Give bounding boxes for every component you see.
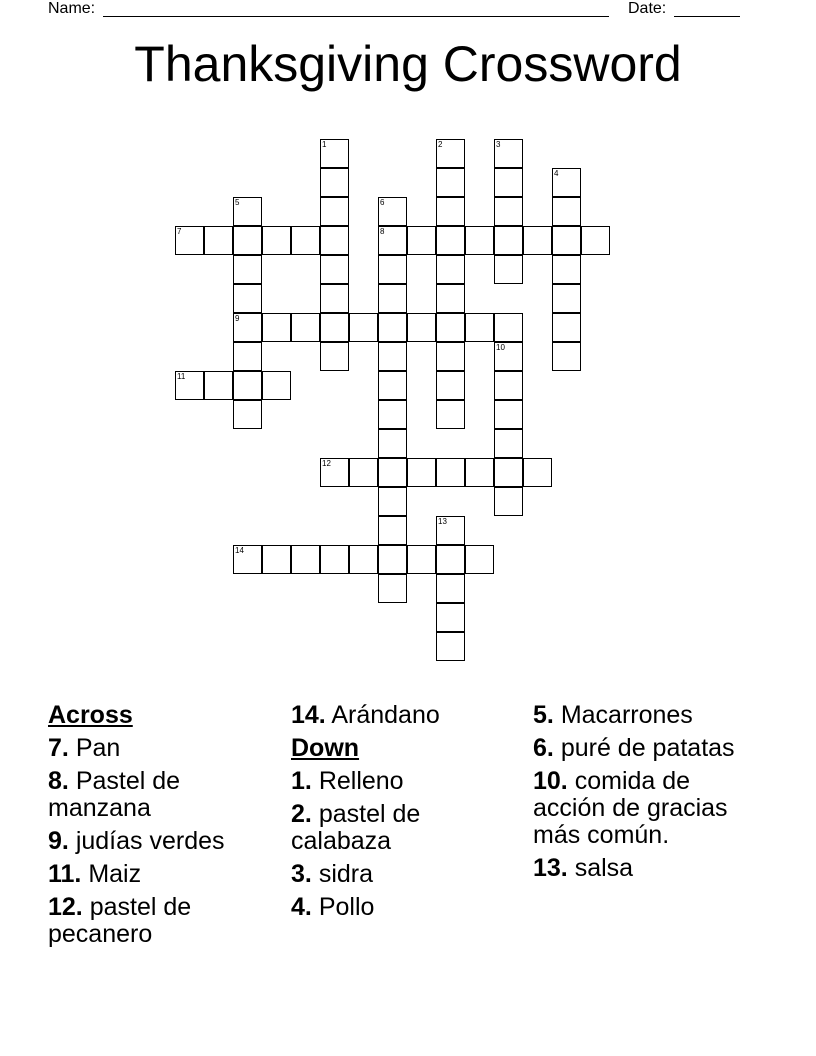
grid-cell[interactable] — [291, 313, 320, 342]
grid-cell[interactable] — [552, 226, 581, 255]
grid-cell[interactable] — [436, 168, 465, 197]
grid-cell[interactable] — [465, 545, 494, 574]
grid-cell[interactable] — [233, 545, 262, 574]
grid-cell[interactable] — [494, 255, 523, 284]
grid-cell[interactable] — [494, 371, 523, 400]
grid-cell[interactable] — [378, 226, 407, 255]
grid-cell[interactable] — [233, 197, 262, 226]
clue-number: 2. — [291, 800, 312, 828]
cell-number: 8 — [380, 227, 385, 236]
clue-across-7 — [48, 735, 280, 762]
grid-cell[interactable] — [523, 458, 552, 487]
grid-cell[interactable] — [233, 226, 262, 255]
grid-cell[interactable] — [436, 342, 465, 371]
grid-cell[interactable] — [436, 603, 465, 632]
clue-number: 1. — [291, 767, 312, 795]
grid-cell[interactable] — [552, 342, 581, 371]
grid-cell[interactable] — [233, 371, 262, 400]
clue-text: Macarrones — [560, 701, 693, 729]
grid-cell[interactable] — [204, 226, 233, 255]
clue-text: salsa — [574, 854, 634, 882]
clue-across-9 — [48, 828, 280, 855]
grid-cell[interactable] — [436, 516, 465, 545]
clues-column-1 — [48, 702, 280, 954]
grid-cell[interactable] — [378, 342, 407, 371]
clue-number: 4. — [291, 893, 312, 921]
clue-number: 8. — [48, 767, 69, 795]
grid-cell[interactable] — [494, 139, 523, 168]
grid-cell[interactable] — [436, 371, 465, 400]
clue-text: pastel de pecanero — [48, 893, 192, 948]
grid-cell[interactable] — [378, 255, 407, 284]
clue-number: 6. — [533, 734, 554, 762]
grid-cell[interactable] — [378, 313, 407, 342]
clue-across-11 — [48, 861, 280, 888]
cell-number: 6 — [380, 198, 385, 207]
grid-cell[interactable] — [436, 284, 465, 313]
clue-down-13 — [533, 855, 765, 882]
grid-cell[interactable] — [378, 400, 407, 429]
clue-down-4 — [291, 894, 523, 921]
grid-cell[interactable] — [291, 226, 320, 255]
clue-number: 3. — [291, 860, 312, 888]
grid-cell[interactable] — [436, 313, 465, 342]
grid-cell[interactable] — [407, 545, 436, 574]
grid-cell[interactable] — [320, 545, 349, 574]
grid-cell[interactable] — [262, 371, 291, 400]
clue-number: 13. — [533, 854, 568, 882]
grid-cell[interactable] — [262, 313, 291, 342]
cell-number: 10 — [496, 343, 505, 352]
cell-number: 12 — [322, 459, 331, 468]
clue-down-5 — [533, 702, 765, 729]
grid-cell[interactable] — [233, 342, 262, 371]
clue-text: judías verdes — [75, 827, 225, 855]
grid-cell[interactable] — [349, 313, 378, 342]
grid-cell[interactable] — [320, 197, 349, 226]
clue-across-14 — [291, 702, 523, 729]
grid-cell[interactable] — [262, 226, 291, 255]
grid-cell[interactable] — [378, 458, 407, 487]
clue-number: 12. — [48, 893, 83, 921]
grid-cell[interactable] — [320, 139, 349, 168]
grid-cell[interactable] — [175, 371, 204, 400]
grid-cell[interactable] — [320, 342, 349, 371]
clues-column-3 — [533, 702, 765, 888]
cell-number: 1 — [322, 140, 327, 149]
clue-down-10 — [533, 768, 765, 849]
grid-cell[interactable] — [436, 458, 465, 487]
clue-text: Relleno — [318, 767, 404, 795]
cell-number: 14 — [235, 546, 244, 555]
grid-cell[interactable] — [407, 226, 436, 255]
grid-cell[interactable] — [552, 284, 581, 313]
cell-number: 11 — [177, 372, 186, 381]
clue-text: sidra — [318, 860, 373, 888]
clue-text: Pollo — [318, 893, 375, 921]
grid-cell[interactable] — [523, 226, 552, 255]
grid-cell[interactable] — [436, 139, 465, 168]
clue-number: 10. — [533, 767, 568, 795]
cell-number: 9 — [235, 314, 240, 323]
grid-cell[interactable] — [320, 313, 349, 342]
grid-cell[interactable] — [552, 197, 581, 226]
clue-across-12 — [48, 894, 280, 948]
clue-text: Pastel de manzana — [48, 767, 181, 822]
grid-cell[interactable] — [262, 545, 291, 574]
clue-number: 14. — [291, 701, 326, 729]
clue-text: pastel de calabaza — [291, 800, 421, 855]
grid-cell[interactable] — [407, 458, 436, 487]
cell-number: 7 — [177, 227, 182, 236]
grid-cell[interactable] — [494, 226, 523, 255]
clue-text: Arándano — [331, 701, 440, 729]
grid-cell[interactable] — [378, 429, 407, 458]
grid-cell[interactable] — [175, 226, 204, 255]
grid-cell[interactable] — [494, 197, 523, 226]
clue-across-8 — [48, 768, 280, 822]
grid-cell[interactable] — [378, 197, 407, 226]
grid-cell[interactable] — [378, 516, 407, 545]
grid-cell[interactable] — [436, 226, 465, 255]
grid-cell[interactable] — [552, 313, 581, 342]
cell-number: 4 — [554, 169, 559, 178]
grid-cell[interactable] — [494, 342, 523, 371]
grid-cell[interactable] — [494, 168, 523, 197]
grid-cell[interactable] — [465, 226, 494, 255]
grid-cell[interactable] — [204, 371, 233, 400]
grid-cell[interactable] — [552, 168, 581, 197]
grid-cell[interactable] — [320, 284, 349, 313]
page-title: Thanksgiving Crossword — [134, 36, 682, 92]
grid-cell[interactable] — [320, 226, 349, 255]
clue-number: 9. — [48, 827, 69, 855]
grid-cell[interactable] — [581, 226, 610, 255]
clues-column-2 — [291, 702, 523, 927]
grid-cell[interactable] — [494, 487, 523, 516]
grid-cell[interactable] — [436, 400, 465, 429]
clue-down-6 — [533, 735, 765, 762]
clue-number: 11. — [48, 860, 82, 888]
grid-cell[interactable] — [436, 574, 465, 603]
grid-cell[interactable] — [407, 313, 436, 342]
grid-cell[interactable] — [465, 458, 494, 487]
grid-cell[interactable] — [378, 487, 407, 516]
grid-cell[interactable] — [494, 400, 523, 429]
clue-number: 5. — [533, 701, 554, 729]
cell-number: 2 — [438, 140, 443, 149]
date-label: Date: — [628, 0, 667, 17]
name-label: Name: — [48, 0, 96, 17]
grid-cell[interactable] — [436, 632, 465, 661]
grid-cell[interactable] — [494, 458, 523, 487]
grid-cell[interactable] — [233, 284, 262, 313]
grid-cell[interactable] — [320, 458, 349, 487]
grid-cell[interactable] — [378, 284, 407, 313]
across-heading: Across — [48, 701, 133, 729]
clue-down-2 — [291, 801, 523, 855]
grid-cell[interactable] — [552, 255, 581, 284]
clue-text: Maiz — [88, 860, 142, 888]
grid-cell[interactable] — [291, 545, 320, 574]
grid-cell[interactable] — [349, 458, 378, 487]
grid-cell[interactable] — [233, 255, 262, 284]
grid-cell[interactable] — [436, 545, 465, 574]
clue-text: puré de patatas — [560, 734, 735, 762]
clue-number: 7. — [48, 734, 69, 762]
grid-cell[interactable] — [320, 255, 349, 284]
clue-down-1 — [291, 768, 523, 795]
grid-cell[interactable] — [233, 313, 262, 342]
clue-text: comida de acción de gracias más común. — [533, 767, 728, 849]
clue-text: Pan — [75, 734, 121, 762]
grid-cell[interactable] — [494, 313, 523, 342]
cell-number: 5 — [235, 198, 240, 207]
grid-cell[interactable] — [378, 574, 407, 603]
grid-cell[interactable] — [465, 313, 494, 342]
grid-cell[interactable] — [378, 371, 407, 400]
cell-number: 3 — [496, 140, 501, 149]
grid-cell[interactable] — [233, 400, 262, 429]
grid-cell[interactable] — [378, 545, 407, 574]
grid-cell[interactable] — [494, 429, 523, 458]
grid-cell[interactable] — [320, 168, 349, 197]
grid-cell[interactable] — [436, 197, 465, 226]
grid-cell[interactable] — [436, 255, 465, 284]
grid-cell[interactable] — [349, 545, 378, 574]
clue-down-3 — [291, 861, 523, 888]
cell-number: 13 — [438, 517, 447, 526]
down-heading: Down — [291, 734, 360, 762]
